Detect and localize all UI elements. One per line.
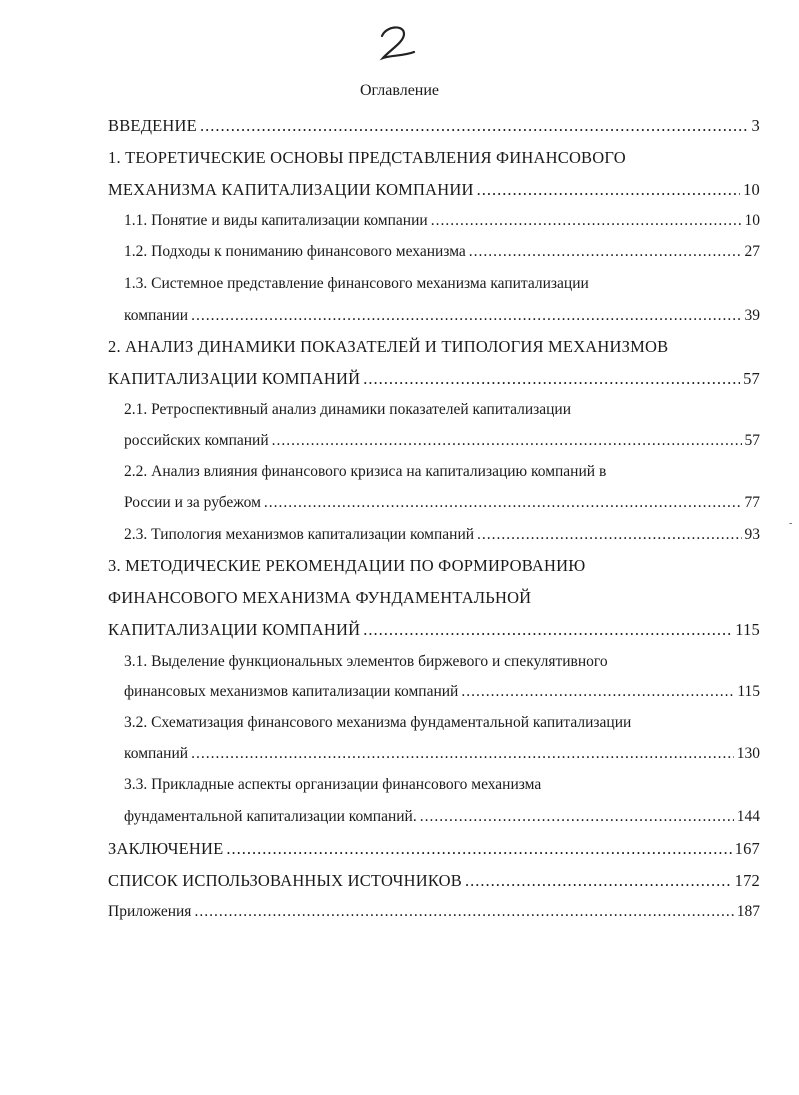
leader-dots: [363, 617, 732, 643]
toc-entry-section-1-3[interactable]: [124, 303, 760, 329]
toc-entry-section-3-3-title[interactable]: [124, 772, 541, 798]
toc-entry-text: 2.2. Анализ влияния финансового кризиса на капитализацию компаний в: [124, 463, 607, 480]
toc-entry-page: 77: [744, 494, 760, 511]
toc-entry-page: 115: [737, 683, 760, 700]
leader-dots: [272, 428, 742, 454]
toc-entry-section-3-2[interactable]: [124, 741, 760, 767]
toc-entry-text: 1. ТЕОРЕТИЧЕСКИЕ ОСНОВЫ ПРЕДСТАВЛЕНИЯ ФИНАНСОВОГО: [108, 148, 626, 167]
toc-entry-text: 3.1. Выделение функциональных элементов биржевого и спекулятивного: [124, 653, 608, 670]
leader-dots: [477, 522, 741, 548]
toc-entry-page: 93: [744, 526, 760, 543]
toc-entry-text: 2.3. Типология механизмов капитализации компаний: [124, 526, 475, 543]
toc-entry-text: 3. МЕТОДИЧЕСКИЕ РЕКОМЕНДАЦИИ ПО ФОРМИРОВАНИЮ: [108, 556, 586, 575]
leader-dots: [465, 868, 732, 894]
toc-entry-section-2-3[interactable]: [124, 522, 760, 548]
toc-entry-text: МЕХАНИЗМА КАПИТАЛИЗАЦИИ КОМПАНИИ: [108, 180, 474, 199]
toc-entry-text: ФИНАНСОВОГО МЕХАНИЗМА ФУНДАМЕНТАЛЬНОЙ: [108, 588, 532, 607]
toc-entry-page: 144: [736, 808, 760, 825]
toc-entry-references[interactable]: [108, 868, 760, 894]
handwritten-page-number: [0, 22, 799, 71]
toc-entry-chapter-2[interactable]: [108, 366, 760, 392]
leader-dots: [469, 239, 742, 265]
toc-entry-section-1-1[interactable]: [124, 208, 760, 234]
toc-entry-text: 2. АНАЛИЗ ДИНАМИКИ ПОКАЗАТЕЛЕЙ И ТИПОЛОГИЯ МЕХАНИЗМОВ: [108, 337, 669, 356]
toc-entry-page: 10: [744, 212, 760, 229]
toc-entry-text: ЗАКЛЮЧЕНИЕ: [108, 839, 224, 858]
toc-entry-text: ВВЕДЕНИЕ: [108, 116, 197, 135]
leader-dots: [191, 741, 734, 767]
toc-title: Оглавление: [359, 82, 440, 99]
toc-entry-text: России и за рубежом: [124, 494, 261, 511]
toc-entry-text: компаний: [124, 745, 189, 762]
toc-entry-text: 3.3. Прикладные аспекты организации финансового механизма: [124, 776, 542, 793]
toc-entry-section-2-2-title[interactable]: [124, 459, 606, 485]
leader-dots: [420, 804, 734, 830]
toc-entry-page: 39: [744, 307, 760, 324]
leader-dots: [194, 899, 733, 925]
toc-entry-section-3-1[interactable]: [124, 679, 760, 705]
toc-entry-conclusion[interactable]: [108, 836, 760, 862]
toc-entry-section-3-1-title[interactable]: [124, 649, 608, 675]
toc-entry-chapter-2-title[interactable]: [108, 334, 668, 360]
leader-dots: [200, 113, 749, 139]
handwritten-page-number-glyph: [370, 22, 430, 66]
toc-entry-text: 1.2. Подходы к пониманию финансового механизма: [124, 243, 466, 260]
toc-entry-chapter-3[interactable]: [108, 617, 760, 643]
leader-dots: [191, 303, 741, 329]
toc-entry-section-2-2[interactable]: [124, 490, 760, 516]
toc-entry-chapter-3-title-line-1[interactable]: [108, 553, 585, 579]
toc-entry-chapter-1[interactable]: [108, 177, 760, 203]
toc-entry-page: 10: [743, 180, 760, 199]
toc-entry-text: компании: [124, 307, 189, 324]
toc-entry-page: 187: [736, 903, 760, 920]
toc-entry-text: 1.1. Понятие и виды капитализации компании: [124, 212, 428, 229]
toc-entry-section-2-1-title[interactable]: [124, 397, 571, 423]
leader-dots: [431, 208, 742, 234]
toc-entry-page: 130: [736, 745, 760, 762]
toc-entry-text: российских компаний: [124, 432, 269, 449]
toc-entry-page: 172: [734, 871, 760, 890]
toc-entry-section-3-3[interactable]: [124, 804, 760, 830]
toc-entry-page: 57: [743, 369, 760, 388]
leader-dots: [264, 490, 742, 516]
toc-entry-section-3-2-title[interactable]: [124, 710, 631, 736]
toc-entry-page: 57: [744, 432, 760, 449]
scan-mark: -: [789, 518, 793, 529]
toc-entry-introduction[interactable]: [108, 113, 760, 139]
toc-entry-chapter-1-title[interactable]: [108, 145, 626, 171]
toc-entry-chapter-3-title-line-2[interactable]: [108, 585, 531, 611]
toc-entry-text: финансовых механизмов капитализации компаний: [124, 683, 459, 700]
leader-dots: [477, 177, 740, 203]
leader-dots: [461, 679, 734, 705]
toc-entry-section-2-1[interactable]: [124, 428, 760, 454]
toc-entry-section-1-3-title[interactable]: [124, 271, 589, 297]
toc-entry-text: Приложения: [108, 903, 192, 920]
toc-entry-appendices[interactable]: [108, 899, 760, 925]
toc-entry-page: 115: [735, 620, 760, 639]
leader-dots: [363, 366, 740, 392]
toc-entry-page: 167: [734, 839, 760, 858]
toc-entry-text: 1.3. Системное представление финансового механизма капитализации: [124, 275, 589, 292]
toc-entry-text: фундаментальной капитализации компаний.: [124, 808, 417, 825]
toc-entry-text: КАПИТАЛИЗАЦИИ КОМПАНИЙ: [108, 620, 361, 639]
toc-entry-text: 2.1. Ретроспективный анализ динамики показателей капитализации: [124, 401, 572, 418]
leader-dots: [226, 836, 731, 862]
toc-entry-section-1-2[interactable]: [124, 239, 760, 265]
toc-entry-page: 3: [751, 116, 760, 135]
toc-entry-text: СПИСОК ИСПОЛЬЗОВАННЫХ ИСТОЧНИКОВ: [108, 871, 462, 890]
toc-entry-text: КАПИТАЛИЗАЦИИ КОМПАНИЙ: [108, 369, 361, 388]
toc-entry-text: 3.2. Схематизация финансового механизма фундаментальной капитализации: [124, 714, 632, 731]
toc-entry-page: 27: [744, 243, 760, 260]
